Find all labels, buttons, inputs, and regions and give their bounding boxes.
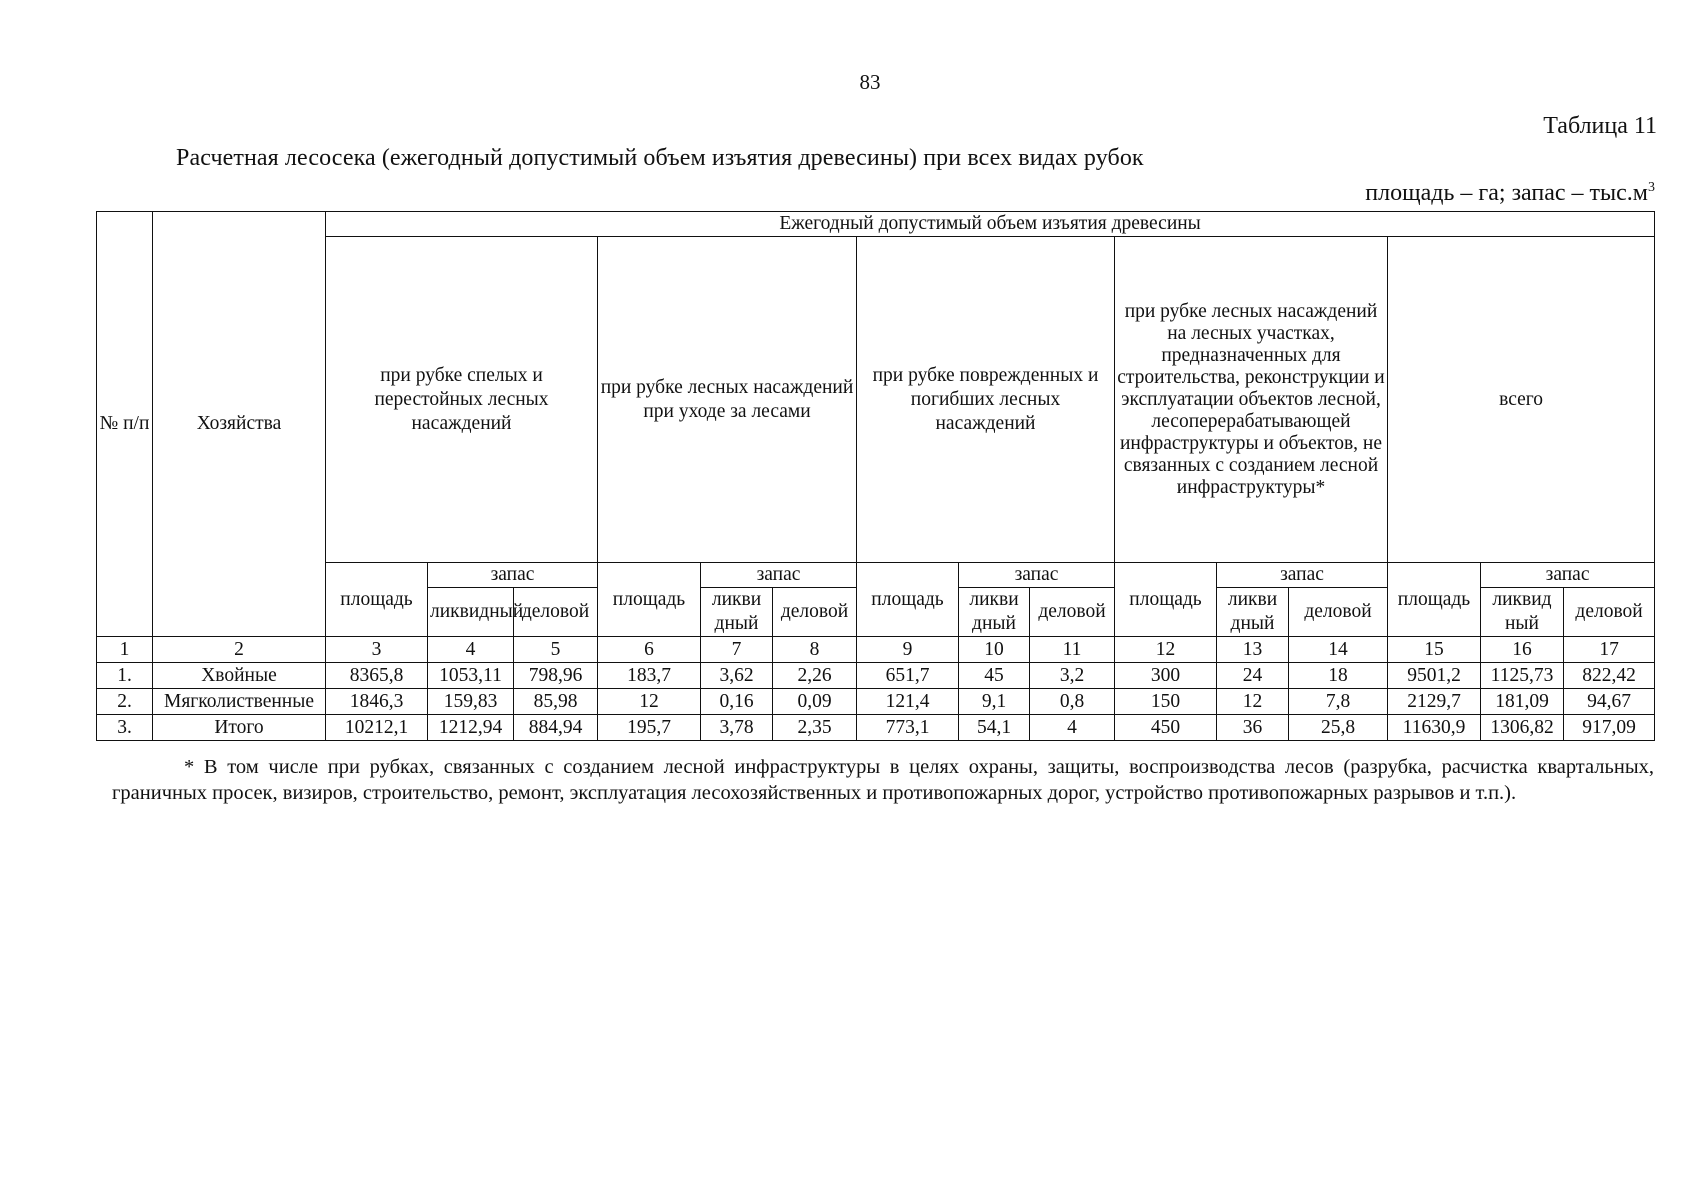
value-cell: 18 [1289,663,1388,689]
value-cell: 0,09 [773,689,857,715]
column-number-cell: 6 [598,637,701,663]
units-note [1365,180,1655,207]
column-number-cell: 8 [773,637,857,663]
value-cell: 3,2 [1030,663,1115,689]
row-name-cell: Мягколиственные [153,689,326,715]
row-number-cell: 1. [97,663,153,689]
value-cell: 0,16 [701,689,773,715]
row-number-cell: 2. [97,689,153,715]
group-header-damaged: при рубке поврежденных и погибших лесных насаждений [857,237,1115,563]
value-cell: 9,1 [959,689,1030,715]
column-number-cell: 16 [1481,637,1564,663]
value-cell: 4 [1030,715,1115,741]
value-cell: 651,7 [857,663,959,689]
column-number-cell: 7 [701,637,773,663]
harvest-table [96,211,1655,741]
group-header-construction: при рубке лесных насаждений на лесных участках, предназначенных для строительства, реконструкции и эксплуатации объектов лесной, лесоперерабатывающей инфраструктуры и объектов, не связанных с созданием лесной инфраструктуры* [1115,237,1388,563]
column-number-cell: 13 [1217,637,1289,663]
column-number-cell: 3 [326,637,428,663]
row-name-cell: Хвойные [153,663,326,689]
column-number-cell: 5 [514,637,598,663]
value-cell: 3,62 [701,663,773,689]
value-cell: 94,67 [1564,689,1655,715]
group-header-thinning: при рубке лесных насаждений при уходе за лесами [598,237,857,563]
value-cell: 0,8 [1030,689,1115,715]
value-cell: 9501,2 [1388,663,1481,689]
liquid-header: ликви дный [959,588,1030,637]
value-cell: 45 [959,663,1030,689]
value-cell: 150 [1115,689,1217,715]
page-number: 83 [859,70,881,94]
column-number-cell: 9 [857,637,959,663]
row-name-cell: Итого [153,715,326,741]
value-cell: 1053,11 [428,663,514,689]
value-cell: 884,94 [514,715,598,741]
value-cell: 1306,82 [1481,715,1564,741]
stock-header: запас [1217,563,1388,588]
column-number-cell: 14 [1289,637,1388,663]
column-number-cell: 11 [1030,637,1115,663]
area-header: площадь [1388,563,1481,637]
group-header-total: всего [1388,237,1655,563]
commercial-header: деловой [1030,588,1115,637]
value-cell: 773,1 [857,715,959,741]
value-cell: 300 [1115,663,1217,689]
document-title: Расчетная лесосека (ежегодный допустимый объем изъятия древесины) при всех видах рубок [176,145,1144,171]
liquid-header: ликви дный [701,588,773,637]
value-cell: 8365,8 [326,663,428,689]
value-cell: 121,4 [857,689,959,715]
value-cell: 1125,73 [1481,663,1564,689]
value-cell: 159,83 [428,689,514,715]
value-cell: 183,7 [598,663,701,689]
value-cell: 822,42 [1564,663,1655,689]
value-cell: 25,8 [1289,715,1388,741]
liquid-header: ликвидный [428,588,514,637]
value-cell: 10212,1 [326,715,428,741]
table-row [97,663,1655,689]
table-body [97,663,1655,741]
stock-header: запас [959,563,1115,588]
table-row [97,715,1655,741]
units-text: площадь – га; запас – тыс.м [1365,180,1648,206]
value-cell: 12 [598,689,701,715]
value-cell: 7,8 [1289,689,1388,715]
units-superscript: 3 [1648,180,1655,195]
value-cell: 1212,94 [428,715,514,741]
column-number-cell: 2 [153,637,326,663]
column-number-cell: 10 [959,637,1030,663]
value-cell: 54,1 [959,715,1030,741]
value-cell: 2,35 [773,715,857,741]
value-cell: 450 [1115,715,1217,741]
value-cell: 11630,9 [1388,715,1481,741]
col-num-header: № п/п [97,212,153,637]
column-number-row [97,637,1655,663]
value-cell: 85,98 [514,689,598,715]
column-number-cell: 12 [1115,637,1217,663]
table-label: Таблица 11 [1543,113,1657,139]
column-number-cell: 17 [1564,637,1655,663]
value-cell: 36 [1217,715,1289,741]
stock-header: запас [1481,563,1655,588]
liquid-header: ликвид ный [1481,588,1564,637]
area-header: площадь [1115,563,1217,637]
col-farm-header: Хозяйства [153,212,326,637]
main-header: Ежегодный допустимый объем изъятия древесины [326,212,1655,237]
commercial-header: деловой [1564,588,1655,637]
stock-header: запас [701,563,857,588]
value-cell: 2129,7 [1388,689,1481,715]
value-cell: 12 [1217,689,1289,715]
column-number-cell: 4 [428,637,514,663]
footnote: * В том числе при рубках, связанных с созданием лесной инфраструктуры в целях охраны, защиты, воспроизводства лесов (разрубка, расчистка квартальных, граничных просек, визиров, строительство, ремонт, эксплуатация лесохозяйственных и противопожарных дорог, устройство противопожарных разрывов и т.п.). [112,756,1654,804]
group-header-mature: при рубке спелых и перестойных лесных насаждений [326,237,598,563]
stock-header: запас [428,563,598,588]
area-header: площадь [326,563,428,637]
commercial-header: деловой [1289,588,1388,637]
value-cell: 917,09 [1564,715,1655,741]
table-row [97,689,1655,715]
commercial-header: деловой [514,588,598,637]
value-cell: 798,96 [514,663,598,689]
area-header: площадь [598,563,701,637]
column-number-cell: 1 [97,637,153,663]
value-cell: 2,26 [773,663,857,689]
commercial-header: деловой [773,588,857,637]
value-cell: 1846,3 [326,689,428,715]
value-cell: 24 [1217,663,1289,689]
row-number-cell: 3. [97,715,153,741]
value-cell: 181,09 [1481,689,1564,715]
area-header: площадь [857,563,959,637]
liquid-header: ликви дный [1217,588,1289,637]
value-cell: 195,7 [598,715,701,741]
column-number-cell: 15 [1388,637,1481,663]
value-cell: 3,78 [701,715,773,741]
